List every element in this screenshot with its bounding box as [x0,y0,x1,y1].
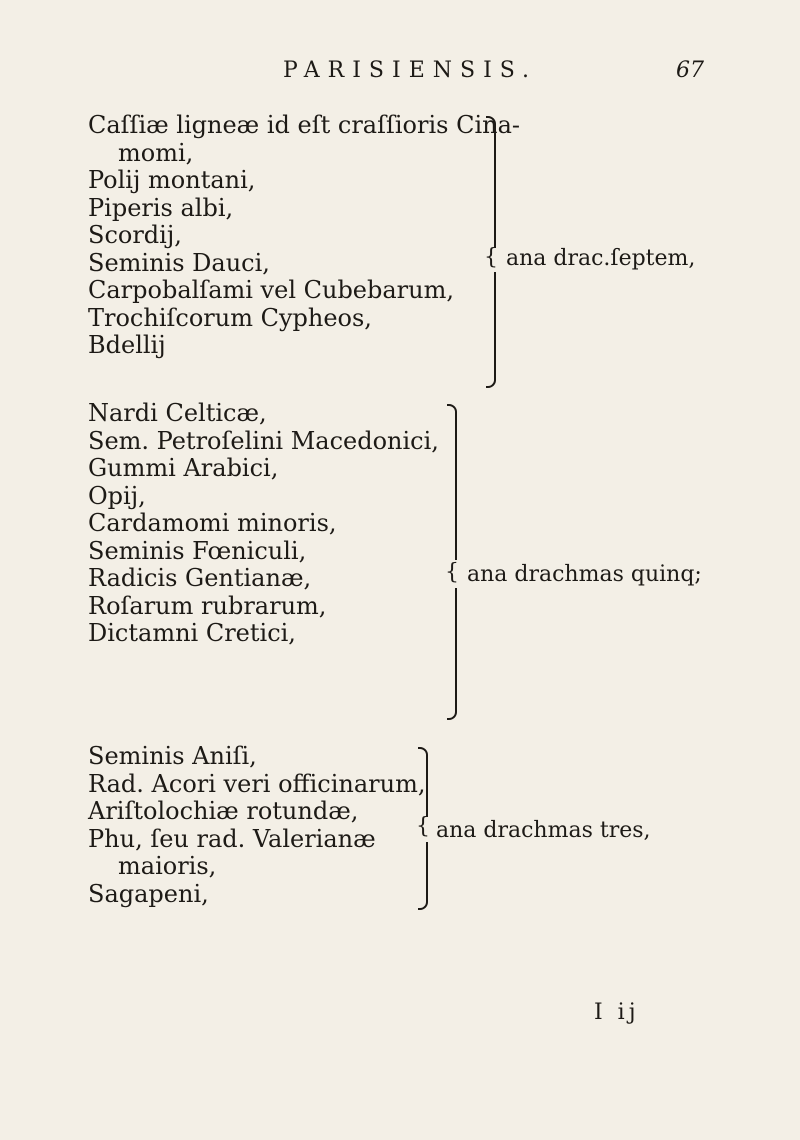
quantity-3: ana drachmas tres, [436,818,651,843]
quantity-1: ana drac.ſeptem, [506,246,696,271]
page-number: 67 [676,58,704,83]
ingredient-line: Seminis Fœniculi, [88,536,307,565]
ingredient-line: momi, [118,138,194,167]
ingredient-line: Caſſiæ ligneæ id eſt craſſioris Cina- [88,111,521,139]
quantity-2: ana drachmas quinq; [467,562,702,587]
ingredient-line: Gummi Arabici, [88,454,279,482]
page-header [0,58,800,98]
running-title: PARISIENSIS. [283,58,538,83]
ingredient-line: Opij, [88,481,146,510]
ingredient-line: Polij montani, [88,166,256,194]
ingredient-line: Nardi Celticæ, [88,399,267,427]
ingredient-line: Sem. Petroſelini Macedonici, [88,426,439,455]
ingredient-line: Radicis Gentianæ, [88,564,312,592]
ingredient-line: Cardamomi minoris, [88,509,337,537]
ingredient-line: Roſarum rubrarum, [88,591,327,620]
ingredient-line: Sagapeni, [88,879,209,908]
book-page: PARISIENSIS. 67 Caſſiæ ligneæ id eſt craſſioris Cina- momi, Polij montani, Piperis albi, Scordij, Seminis Dauci, Carpobalſami vel Cubebarum, Trochiſcorum Cypheos, Bdellij { ana drac.ſeptem, Nardi Celticæ, Sem. Petroſelini Macedonici, Gummi Arabici, Opij, Cardamomi minoris, Seminis Fœniculi, Radicis Gentianæ, Roſarum rubrarum, Dictamni Cretici, { ana drachmas quinq; Seminis Aniſi, Rad. Acori veri officinarum, Ariſtolochiæ rotundæ, Phu, ſeu rad. Valerianæ maioris, Sagapeni, { ana drachmas tres, I ij [0,0,800,1140]
ingredient-line: Carpobalſami vel Cubebarum, [88,276,454,304]
ingredient-line: Rad. Acori veri officinarum, [88,769,426,798]
recipe-group-3 [88,743,425,908]
ingredient-line: Trochiſcorum Cypheos, [88,303,372,332]
ingredient-line: Bdellij [88,331,166,359]
ingredient-line: Piperis albi, [88,193,234,222]
ingredient-line: Scordij, [88,221,182,249]
ingredient-line: maioris, [118,852,217,880]
recipe-group-2 [88,400,439,648]
ingredient-line: Ariſtolochiæ rotundæ, [88,797,359,825]
ingredient-line: Seminis Dauci, [88,248,270,277]
ingredient-line: Phu, ſeu rad. Valerianæ [88,824,376,853]
recipe-group-1 [88,112,520,360]
signature-mark: I ij [594,1000,640,1025]
ingredient-line: Dictamni Cretici, [88,619,296,647]
ingredient-line: Seminis Aniſi, [88,742,257,770]
